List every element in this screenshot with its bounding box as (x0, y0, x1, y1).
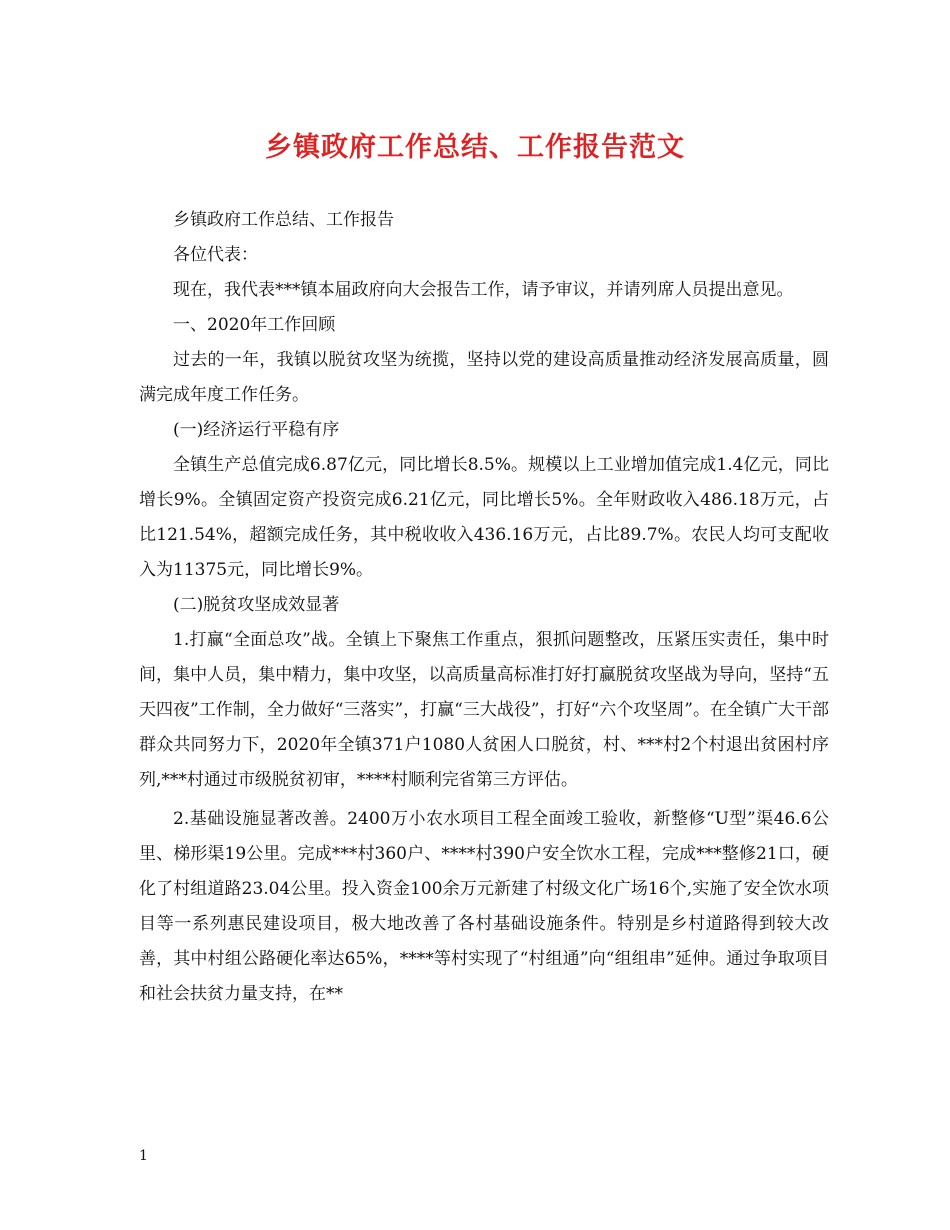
paragraph-salutation: 各位代表： (173, 245, 258, 265)
paragraph-infrastructure: 2.基础设施显著改善。2400万小农水项目工程全面竣工验收，新整修“U型”渠46.6公里、梯形渠19公里。完成***村360户、****村390户安全饮水工程，完成***整修21口，硬化了村组道路23.04公里。投入资金100余万元新建了村级文化广场16个,实施了安全饮水项目等一系列惠民建设项目，极大地改善了各村基础设施条件。特别是乡村道路得到较大改善，其中村组公路硬化率达65%，****等村实现了“村组通”向“组组串”延伸。通过争取项目和社会扶贫力量支持，在** (139, 809, 829, 1004)
paragraph-intro: 现在，我代表***镇本届政府向大会报告工作，请予审议，并请列席人员提出意见。 (173, 280, 794, 300)
document-title: 乡镇政府工作总结、工作报告范文 (265, 132, 685, 163)
paragraph-poverty-campaign: 1.打赢“全面总攻”战。全镇上下聚焦工作重点，狠抓问题整改，压紧压实责任，集中时间，集中人员，集中精力，集中攻坚，以高质量高标准打好打赢脱贫攻坚战为导向，坚持“五天四夜”工作制，全力做好“三落实”，打赢“三大战役”，打好“六个攻坚周”。在全镇广大干部群众共同努力下，2020年全镇371户1080人贫困人口脱贫，村、***村2个村退出贫困村序列,***村通过市级脱贫初审，****村顺利完省第三方评估。 (139, 630, 829, 790)
subsection-heading-poverty: (二)脱贫攻坚成效显著 (173, 595, 340, 615)
page-number: 1 (139, 1148, 148, 1164)
section-heading-review: 一、2020年工作回顾 (173, 315, 336, 335)
paragraph-subtitle: 乡镇政府工作总结、工作报告 (173, 210, 394, 230)
paragraph-overview: 过去的一年，我镇以脱贫攻坚为统揽，坚持以党的建设高质量推动经济发展高质量，圆满完成年度工作任务。 (139, 350, 829, 405)
subsection-heading-economy: (一)经济运行平稳有序 (173, 420, 340, 440)
paragraph-economy: 全镇生产总值完成6.87亿元，同比增长8.5%。规模以上工业增加值完成1.4亿元，同比增长9%。全镇固定资产投资完成6.21亿元，同比增长5%。全年财政收入486.18万元，占比121.54%，超额完成任务，其中税收收入436.16万元，占比89.7%。农民人均可支配收入为11375元，同比增长9%。 (139, 455, 829, 580)
document-body (139, 203, 829, 1012)
